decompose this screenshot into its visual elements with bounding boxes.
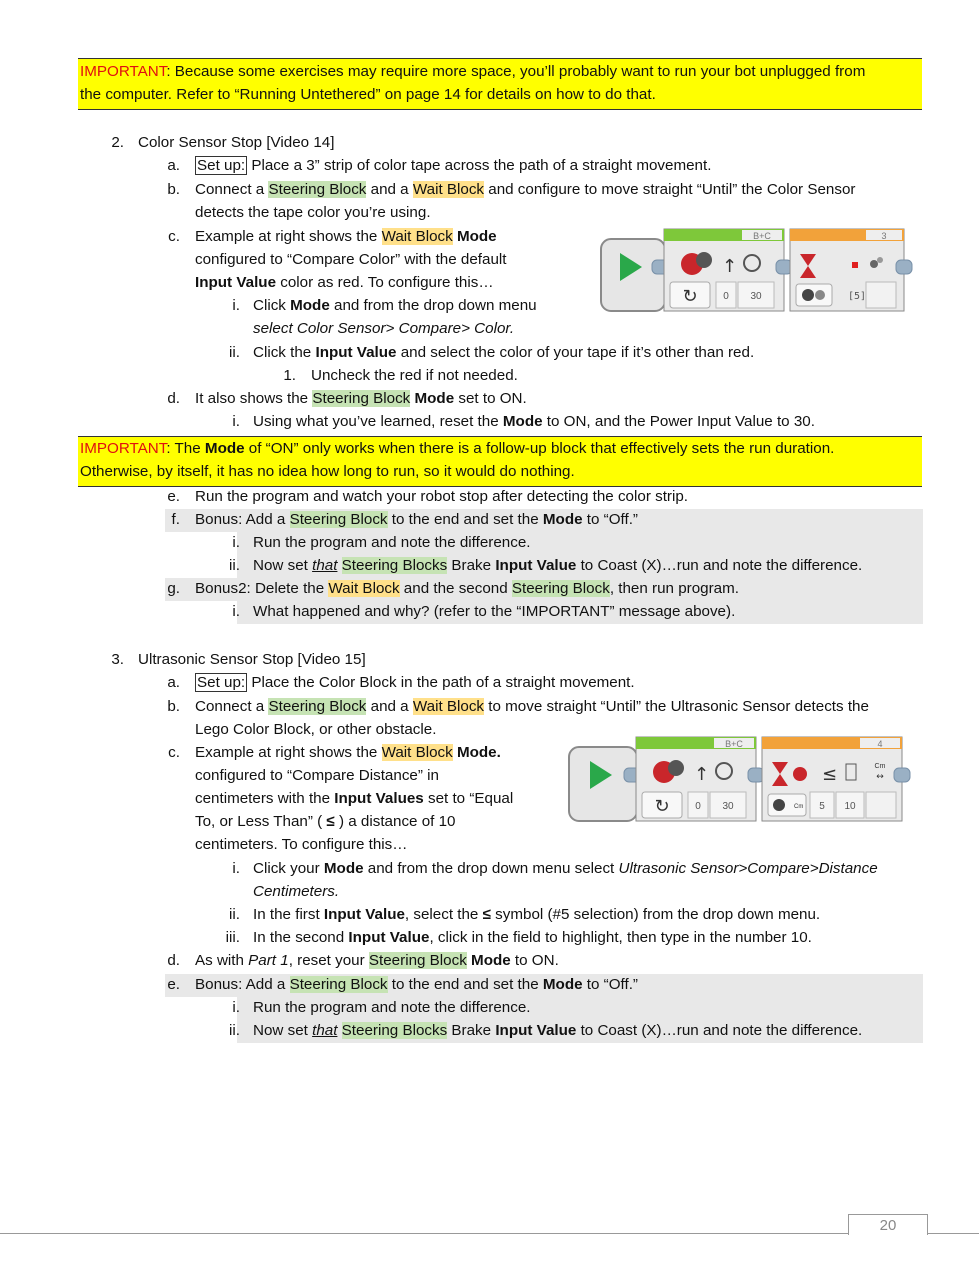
wait-number: 3 [881,231,887,241]
red-color-icon [852,262,858,268]
ports-label: B+C [725,739,743,749]
ultrasonic-icon [793,767,807,781]
setup-box: Set up: [197,674,246,691]
wait-number: 4 [877,739,883,749]
steering-wheel-icon [696,252,712,268]
wait-block-highlight: Wait Block [412,181,485,198]
ev3-color-program-image [600,226,918,314]
svg-text:0: 0 [723,291,729,302]
important-label: IMPORTANT [80,63,167,80]
svg-text:↔: ↔ [876,772,884,782]
start-block [569,747,637,821]
power-value: 30 [750,291,762,302]
footer-rule [0,1233,979,1234]
section-number: 2. [111,134,124,151]
power-value: 30 [722,801,734,812]
steering-block-highlight: Steering Block [268,181,367,198]
important-callout-2: IMPORTANT: The Mode of “ON” only works when there is a follow-up block that effectively sets the run duration. Otherwise, by itself, it has no idea how long to run, so it would do nothing. [78,436,922,487]
ev3-ultrasonic-program-image [568,734,914,824]
list-item: Connect a Steering Block and a Wait Block and configure to move straight “Until” the Color Sensor [195,181,856,198]
section-title: Color Sensor Stop [Video 14] [138,134,335,151]
mode-on-icon: ↻ [682,286,698,307]
ports-label: B+C [753,231,771,241]
unit-label: Cm [874,763,886,770]
mode-on-icon: ↻ [654,796,670,817]
wait-port: [5] [848,291,867,302]
distance-value: 10 [844,801,856,812]
list-item: Example at right shows the Wait Block Mode [195,228,497,245]
page-number: 20 [848,1214,928,1235]
list-item: Set up: Place a 3” strip of color tape across the path of a straight movement. [197,157,712,174]
svg-text:Cm: Cm [794,804,804,810]
section-title: Ultrasonic Sensor Stop [Video 15] [138,651,366,668]
svg-text:0: 0 [695,801,701,812]
arrow-up-icon: ↑ [694,764,710,785]
sensor-mode-icon [773,799,785,811]
steering-wheel-icon [668,760,684,776]
start-block [601,239,665,311]
compare-value: 5 [819,801,825,812]
sensor-mode-icon [802,289,814,301]
arrow-up-icon: ↑ [722,256,738,277]
important-callout-1: IMPORTANT: Because some exercises may require more space, you’ll probably want to run your bot unplugged from the computer. Refer to “Running Untethered” on page 14 for details on how to do that. [78,58,922,110]
setup-box: Set up: [197,157,246,174]
less-equal-icon: ≤ [822,764,838,785]
